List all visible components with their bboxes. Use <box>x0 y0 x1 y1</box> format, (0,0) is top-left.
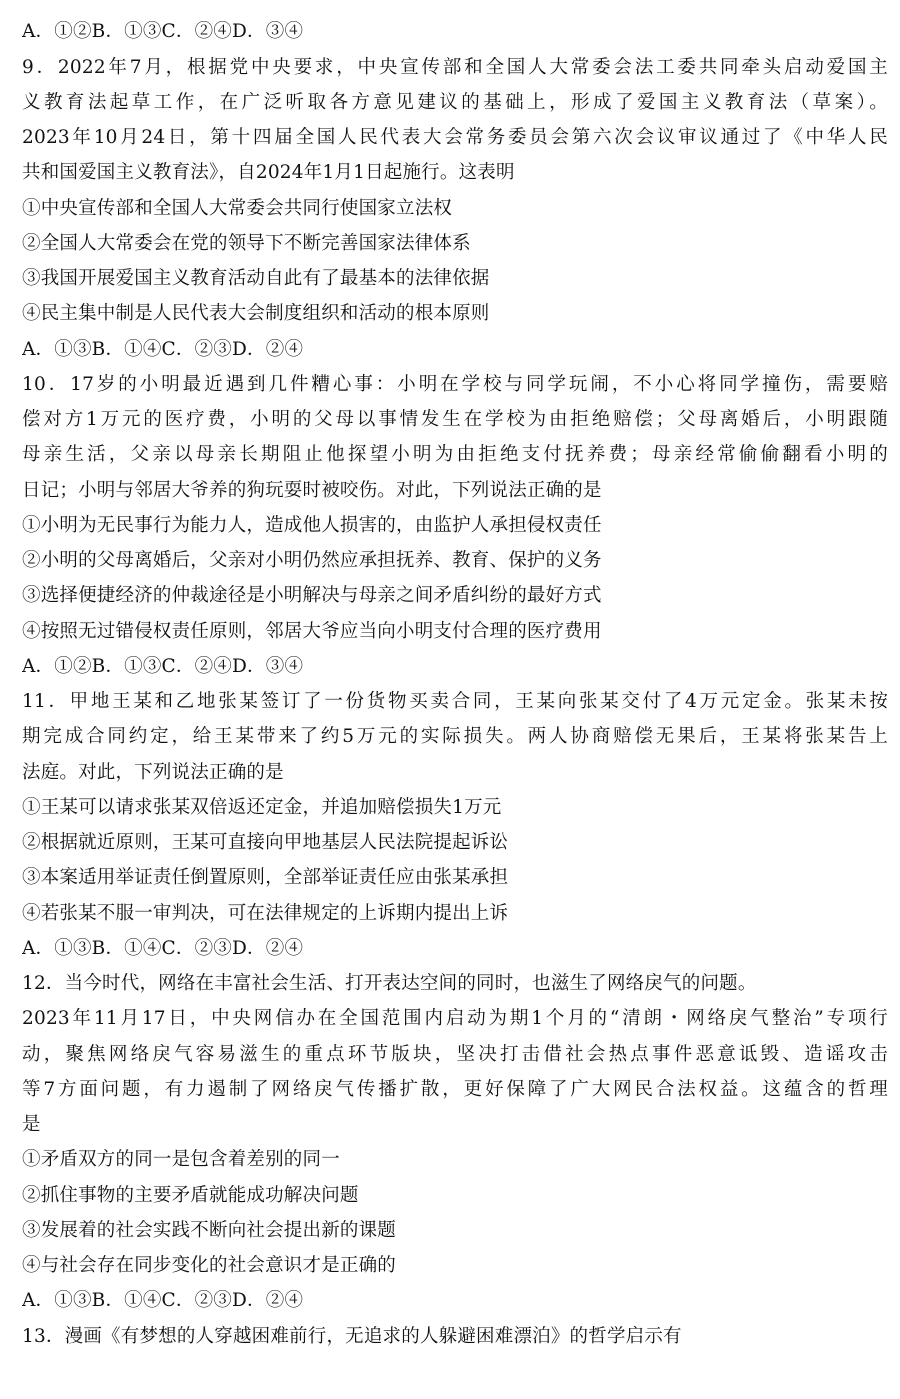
question-11-statement-1: ①王某可以请求张某双倍返还定金，并追加赔偿损失1万元 <box>22 797 502 818</box>
question-12-text: 等7方面问题，有力遏制了网络戾气传播扩散，更好保障了广大网民合法权益。这蕴含的哲理 <box>22 1079 888 1100</box>
question-10-statement-3: ③选择便捷经济的仲裁途径是小明解决与母亲之间矛盾纠纷的最好方式 <box>22 585 602 606</box>
answer-options-q10: A．①②B．①③C．②④D．③④ <box>22 656 304 677</box>
question-12-statement-3: ③发展着的社会实践不断向社会提出新的课题 <box>22 1220 397 1241</box>
answer-options-q9: A．①③B．①④C．②③D．②④ <box>22 339 304 360</box>
answer-options-q8: A．①②B．①③C．②④D．③④ <box>22 21 304 42</box>
question-12-statement-2: ②抓住事物的主要矛盾就能成功解决问题 <box>22 1185 359 1206</box>
question-11-statement-3: ③本案适用举证责任倒置原则，全部举证责任应由张某承担 <box>22 867 509 888</box>
question-12-text: 是 <box>22 1114 41 1135</box>
question-11-statement-4: ④若张某不服一审判决，可在法律规定的上诉期内提出上诉 <box>22 903 509 924</box>
question-9-statement-4: ④民主集中制是人民代表大会制度组织和活动的根本原则 <box>22 303 490 324</box>
question-10-statement-1: ①小明为无民事行为能力人，造成他人损害的，由监护人承担侵权责任 <box>22 515 602 536</box>
question-10-text: 日记；小明与邻居大爷养的狗玩耍时被咬伤。对此，下列说法正确的是 <box>22 480 602 501</box>
question-9-statement-1: ①中央宣传部和全国人大常委会共同行使国家立法权 <box>22 198 453 219</box>
question-12-text: 动，聚焦网络戾气容易滋生的重点环节版块，坚决打击借社会热点事件恶意诋毁、造谣攻击 <box>22 1044 888 1065</box>
question-11-text: 法庭。对此，下列说法正确的是 <box>22 762 284 783</box>
question-9-statement-2: ②全国人大常委会在党的领导下不断完善国家法律体系 <box>22 233 471 254</box>
question-9-text: 2023年10月24日，第十四届全国人民代表大会常务委员会第六次会议审议通过了《中华人民 <box>22 127 888 148</box>
question-9-statement-3: ③我国开展爱国主义教育活动自此有了最基本的法律依据 <box>22 268 490 289</box>
question-10-statement-4: ④按照无过错侵权责任原则，邻居大爷应当向小明支付合理的医疗费用 <box>22 621 602 642</box>
question-11-text: 期完成合同约定，给王某带来了约5万元的实际损失。两人协商赔偿无果后，王某将张某告上 <box>22 726 888 747</box>
question-10-text: 母亲生活，父亲以母亲长期阻止他探望小明为由拒绝支付抚养费；母亲经常偷偷翻看小明的 <box>22 444 888 465</box>
question-10-text: 10．17岁的小明最近遇到几件糟心事：小明在学校与同学玩闹，不小心将同学撞伤，需要赔 <box>22 374 888 395</box>
question-12-statement-4: ④与社会存在同步变化的社会意识才是正确的 <box>22 1255 397 1276</box>
question-12-text: 2023年11月17日，中央网信办在全国范围内启动为期1个月的“清朗・网络戾气整治”专项行 <box>22 1008 888 1029</box>
question-12-statement-1: ①矛盾双方的同一是包含着差别的同一 <box>22 1149 340 1170</box>
question-11-statement-2: ②根据就近原则，王某可直接向甲地基层人民法院提起诉讼 <box>22 832 509 853</box>
question-13-text: 13．漫画《有梦想的人穿越困难前行，无追求的人躲避困难漂泊》的哲学启示有 <box>22 1326 682 1347</box>
question-9-text: 共和国爱国主义教育法》，自2024年1月1日起施行。这表明 <box>22 162 515 183</box>
question-10-statement-2: ②小明的父母离婚后，父亲对小明仍然应承担抚养、教育、保护的义务 <box>22 550 602 571</box>
answer-options-q12: A．①③B．①④C．②③D．②④ <box>22 1290 304 1311</box>
question-9-text: 9．2022年7月，根据党中央要求，中央宣传部和全国人大常委会法工委共同牵头启动爱国主 <box>22 57 888 78</box>
question-9-text: 义教育法起草工作，在广泛听取各方意见建议的基础上，形成了爱国主义教育法（草案）。 <box>22 92 888 113</box>
question-11-text: 11．甲地王某和乙地张某签订了一份货物买卖合同，王某向张某交付了4万元定金。张某未按 <box>22 691 888 712</box>
answer-options-q11: A．①③B．①④C．②③D．②④ <box>22 938 304 959</box>
question-10-text: 偿对方1万元的医疗费，小明的父母以事情发生在学校为由拒绝赔偿；父母离婚后，小明跟随 <box>22 409 888 430</box>
question-12-text: 12．当今时代，网络在丰富社会生活、打开表达空间的同时，也滋生了网络戾气的问题。 <box>22 973 757 994</box>
